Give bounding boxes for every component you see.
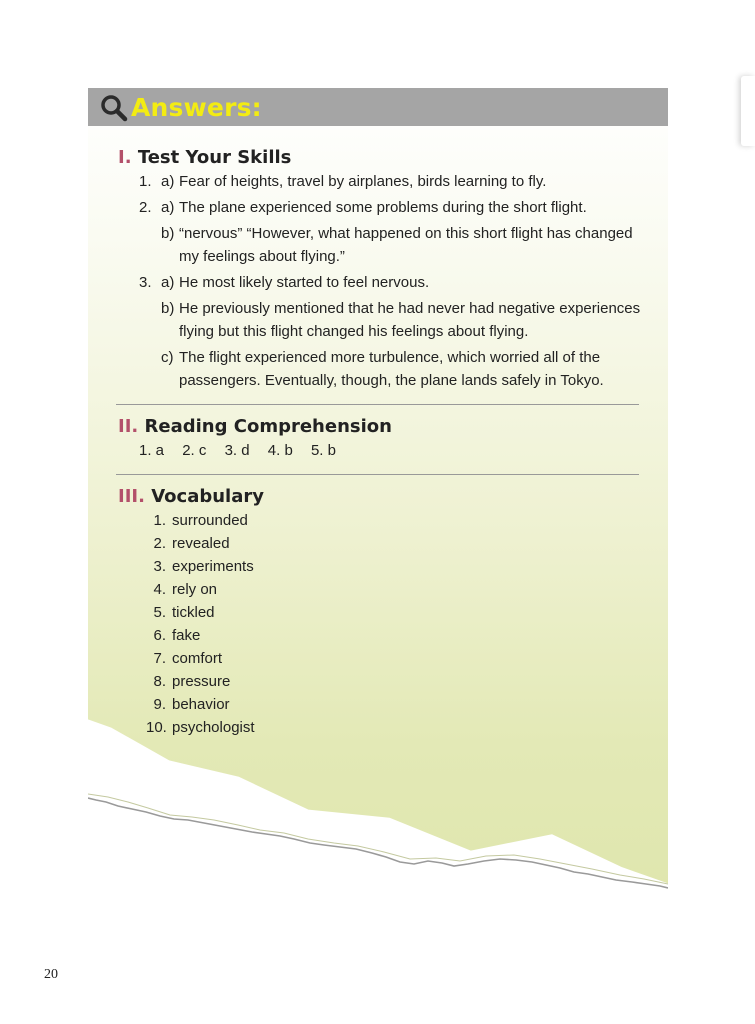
answer-text: He previously mentioned that he had never had negative experiences flying but this flight changed his feelings about flying. (179, 300, 641, 340)
list-item (146, 555, 643, 578)
rc-answer: 3. d (224, 442, 250, 459)
list-item (146, 601, 643, 624)
page-number: 20 (44, 967, 58, 982)
section-title-text: Reading Comprehension (144, 416, 392, 437)
list-item (146, 509, 643, 532)
answer-label: b) (161, 300, 175, 317)
list-item (146, 693, 643, 716)
magnifier-icon (98, 92, 128, 122)
vocab-word: surrounded (172, 512, 248, 529)
question-number: 3. (139, 274, 152, 291)
vocab-number: 3. (153, 558, 166, 575)
vocab-word: behavior (172, 696, 230, 713)
vocab-number: 4. (153, 581, 166, 598)
section-title-text: Vocabulary (151, 486, 264, 507)
section-divider (116, 474, 639, 475)
answer-text: He most likely started to feel nervous. (179, 274, 430, 291)
answers-header (88, 88, 668, 126)
vocabulary-list (118, 509, 643, 739)
section-title-test-your-skills (118, 146, 643, 170)
question-number: 2. (139, 199, 152, 216)
answer-text: Fear of heights, travel by airplanes, birds learning to fly. (179, 173, 547, 190)
vocab-word: pressure (172, 673, 231, 690)
vocab-word: experiments (172, 558, 254, 575)
answer-3a (161, 271, 643, 294)
vocab-word: rely on (172, 581, 218, 598)
answer-label: a) (161, 274, 175, 291)
question-3 (118, 271, 643, 294)
answer-text: The flight experienced more turbulence, which worried all of the passengers. Eventually, though, the plane lands safely in Tokyo. (179, 349, 604, 389)
vocab-number: 9. (153, 696, 166, 713)
list-item (146, 532, 643, 555)
list-item (146, 647, 643, 670)
vocab-word: fake (172, 627, 201, 644)
answer-3c (118, 346, 643, 392)
vocab-number: 1. (153, 512, 166, 529)
vocab-word: psychologist (172, 719, 255, 736)
answer-text: The plane experienced some problems during the short flight. (179, 199, 587, 216)
answer-label: a) (161, 173, 175, 190)
vocab-number: 5. (153, 604, 166, 621)
section-title-vocabulary (118, 485, 643, 509)
question-number: 1. (139, 173, 152, 190)
vocab-number: 6. (153, 627, 166, 644)
list-item (146, 716, 643, 739)
answer-label: b) (161, 225, 175, 242)
answer-1a (161, 170, 643, 193)
section-divider (116, 404, 639, 405)
reading-comprehension-answers (118, 439, 643, 462)
answer-label: a) (161, 199, 175, 216)
rc-answer: 4. b (267, 442, 293, 459)
rc-answer: 1. a (139, 442, 165, 459)
answer-2a (161, 196, 643, 219)
answer-label: c) (161, 349, 174, 366)
header-title: Answers: (131, 92, 262, 122)
rc-answer: 2. c (182, 442, 207, 459)
vocab-number: 8. (153, 673, 166, 690)
section-roman: I. (118, 147, 132, 168)
question-1 (118, 170, 643, 193)
rc-answer: 5. b (310, 442, 336, 459)
section-title-reading-comprehension (118, 415, 643, 439)
answers-content (118, 146, 643, 739)
answer-text: “nervous” “However, what happened on this short flight has changed my feelings about flying.” (179, 225, 633, 265)
section-roman: II. (118, 416, 139, 437)
question-2 (118, 196, 643, 219)
section-roman: III. (118, 486, 145, 507)
vocab-number: 10. (146, 719, 167, 736)
list-item (146, 670, 643, 693)
answers-panel (88, 88, 668, 908)
section-title-text: Test Your Skills (137, 147, 292, 168)
answer-2b (118, 222, 643, 268)
list-item (146, 578, 643, 601)
vocab-number: 7. (153, 650, 166, 667)
vocab-word: comfort (172, 650, 223, 667)
page-tab (741, 76, 755, 146)
vocab-word: revealed (172, 535, 230, 552)
answer-3b (118, 297, 643, 343)
vocab-number: 2. (153, 535, 166, 552)
list-item (146, 624, 643, 647)
vocab-word: tickled (172, 604, 215, 621)
